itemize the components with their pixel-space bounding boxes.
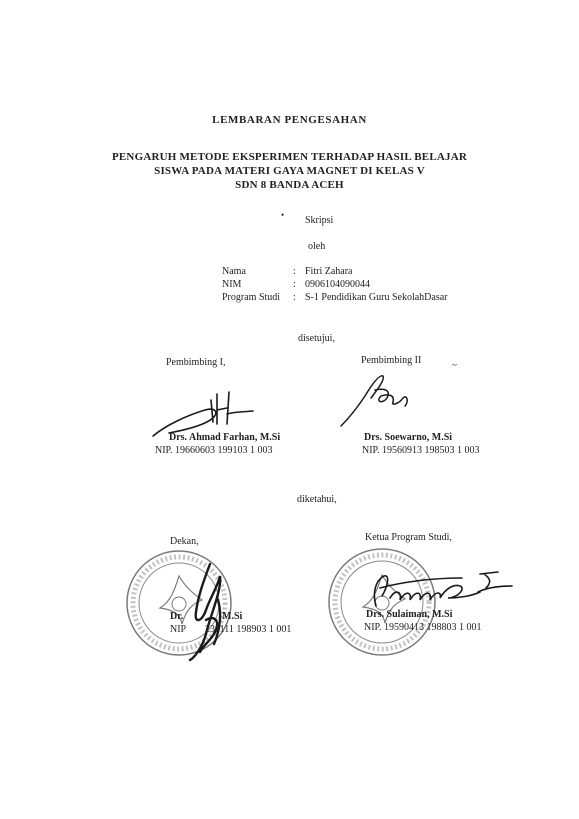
dean-name: Dr. (170, 611, 184, 622)
advisor2-name: Drs. Soewarno, M.Si (364, 432, 453, 443)
nim-label: NIM (222, 279, 242, 290)
signature-stroke (153, 392, 253, 436)
name-value: Fitri Zahara (305, 266, 353, 277)
advisor1-nip: NIP. 19660603 199103 1 003 (155, 445, 273, 456)
advisor1-role: Pembimbing I, (166, 357, 226, 368)
dean-role: Dekan, (170, 536, 199, 547)
head-nip: NIP. 19590413 198803 1 001 (364, 622, 482, 633)
thesis-title-line-1: PENGARUH METODE EKSPERIMEN TERHADAP HASIL BELAJAR (111, 151, 468, 163)
dean-nip-prefix: NIP (170, 624, 187, 635)
stray-mark: ~ (452, 360, 457, 370)
sheet-title: LEMBARAN PENGESAHAN (212, 114, 367, 126)
dean-nip: 231111 198903 1 001 (205, 624, 292, 635)
thesis-title-line-3: SDN 8 BANDA ACEH (235, 179, 344, 191)
name-separator: : (293, 266, 296, 277)
signature-stroke (374, 572, 512, 606)
advisor2-signature (335, 370, 415, 430)
nim-separator: : (293, 279, 296, 290)
dean-name-suffix: M.Si (222, 611, 243, 622)
approved-label: disetujui, (298, 333, 335, 344)
signature-stroke (341, 376, 407, 426)
name-label: Nama (222, 266, 246, 277)
thesis-title (0, 150, 579, 192)
advisor2-role: Pembimbing II (361, 355, 422, 366)
head-name: Drs. Sulaiman, M.Si (366, 609, 453, 620)
by-label: oleh (308, 241, 326, 252)
nim-value: 0906104090044 (305, 279, 370, 290)
signature-stroke (190, 564, 220, 660)
program-label: Program Studi (222, 292, 281, 303)
advisor2-nip: NIP. 19560913 198503 1 003 (362, 445, 480, 456)
program-separator: : (293, 292, 296, 303)
known-label: diketahui, (297, 494, 337, 505)
document-type: Skripsi (305, 215, 334, 226)
advisor1-name: Drs. Ahmad Farhan, M.Si (169, 432, 281, 443)
bullet-mark: • (281, 210, 285, 220)
head-role: Ketua Program Studi, (365, 532, 452, 543)
thesis-title-line-2: SISWA PADA MATERI GAYA MAGNET DI KELAS V (154, 165, 425, 177)
program-value: S-1 Pendidikan Guru SekolahDasar (305, 292, 448, 303)
